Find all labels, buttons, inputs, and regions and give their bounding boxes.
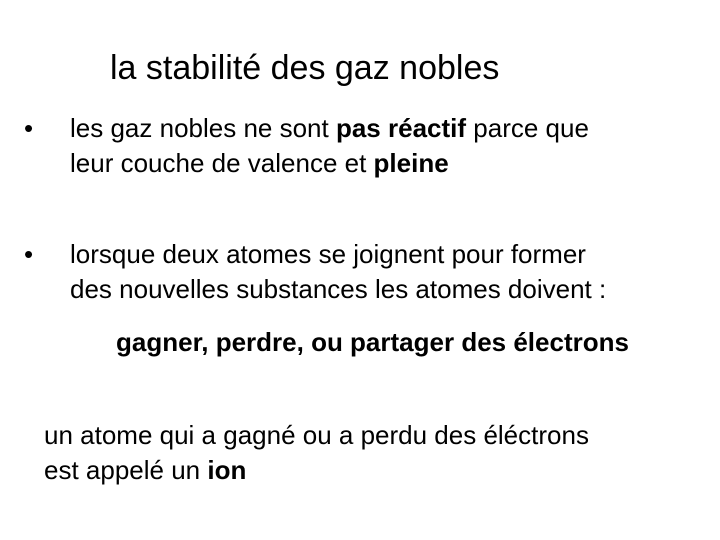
text-run: parce que (466, 113, 589, 143)
bullet-line (70, 146, 589, 181)
text-run: les gaz nobles ne sont (70, 113, 336, 143)
bold-text: pleine (373, 148, 449, 178)
slide-title: la stabilité des gaz nobles (110, 49, 500, 87)
bullet-icon: • (24, 239, 34, 269)
bullet-icon: • (24, 113, 34, 143)
bullet-line: des nouvelles substances les atomes doivent : (70, 274, 607, 304)
ion-definition (44, 418, 589, 488)
bold-text: pas réactif (335, 113, 467, 143)
electron-actions: gagner, perdre, ou partager des électrons (116, 327, 629, 357)
paragraph-line (44, 453, 589, 488)
bullet-line (70, 111, 589, 146)
bold-text: ion (207, 455, 247, 485)
paragraph-line: un atome qui a gagné ou a perdu des éléctrons (44, 420, 589, 450)
bullet-line: lorsque deux atomes se joignent pour former (70, 239, 586, 269)
bullet-text (70, 237, 606, 307)
text-run: leur couche de valence et (70, 148, 374, 178)
text-run: est appelé un (44, 455, 208, 485)
bullet-text (70, 111, 589, 181)
